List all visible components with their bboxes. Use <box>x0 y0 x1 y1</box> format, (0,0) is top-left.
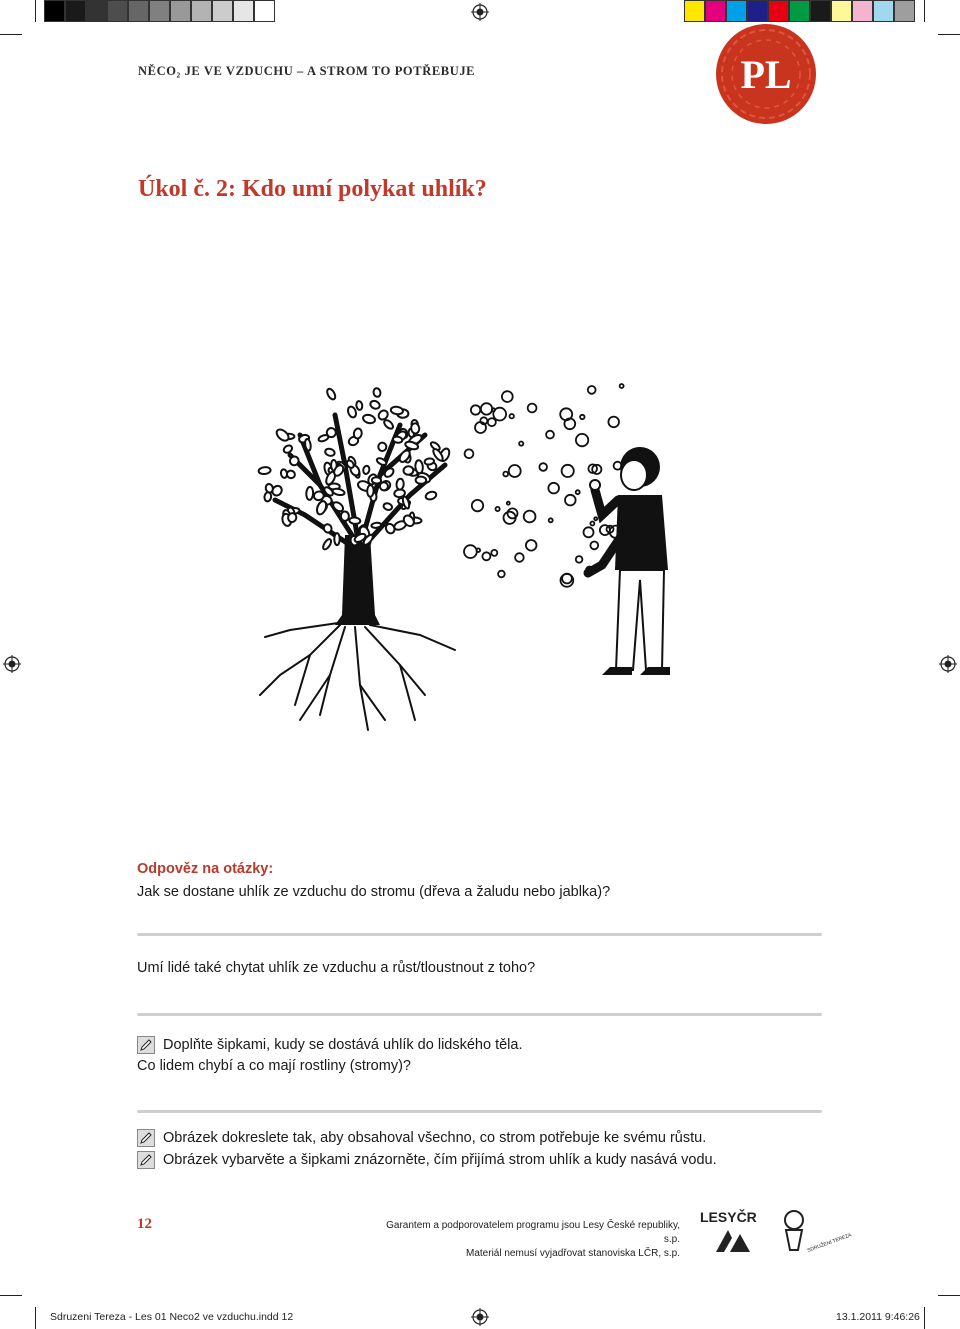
colour-swatch <box>170 0 191 22</box>
colour-swatch <box>894 0 915 22</box>
leaf <box>415 460 424 474</box>
carbon-bubble <box>464 545 477 558</box>
footer-note-line-2: Materiál nemusí vyjadřovat stanoviska LČR, s.p. <box>466 1248 680 1259</box>
leaf <box>326 387 337 400</box>
pencil-icon <box>137 1036 155 1054</box>
question-2: Umí lidé také chytat uhlík ze vzduchu a růst/tloustnout z toho? <box>137 960 536 976</box>
colour-swatch <box>810 0 831 22</box>
colour-swatch <box>747 0 768 22</box>
pencil-icon <box>137 1151 155 1169</box>
carbon-bubble <box>588 386 596 394</box>
colour-swatch <box>789 0 810 22</box>
colour-swatch <box>86 0 107 22</box>
carbon-bubble <box>488 418 496 426</box>
leaf <box>372 477 382 484</box>
crop-mark <box>0 34 22 35</box>
registration-mark-icon <box>471 3 489 21</box>
running-title: NĚCO₂ JE VE VZDUCHU – A STROM TO POTŘEBUJE <box>138 64 476 78</box>
carbon-bubble <box>546 431 554 439</box>
carbon-bubble <box>465 449 474 458</box>
crop-mark <box>924 1307 925 1329</box>
slug-filename: Sdruzeni Tereza - Les 01 Neco2 ve vzduchu.indd 12 <box>50 1311 294 1323</box>
leaf <box>332 488 345 496</box>
leaf <box>318 434 329 443</box>
carbon-bubble <box>580 415 584 419</box>
leaf <box>369 399 381 410</box>
leaf <box>415 476 426 484</box>
leaf <box>341 511 349 521</box>
leaf <box>334 533 339 545</box>
crop-mark <box>938 34 960 35</box>
pencil-icon <box>137 1129 155 1147</box>
grayscale-colour-bar <box>44 0 275 22</box>
colour-swatch <box>107 0 128 22</box>
registration-mark-icon <box>471 1308 489 1326</box>
carbon-bubble <box>620 384 624 388</box>
leaf <box>282 444 293 454</box>
carbon-bubble <box>496 507 500 511</box>
leaf <box>363 465 371 474</box>
carbon-bubble <box>562 574 572 584</box>
footer-note-line-1: Garantem a podporovatelem programu jsou Lesy České republiky, s.p. <box>386 1220 680 1245</box>
carbon-bubble <box>562 465 574 477</box>
leaf <box>313 491 324 501</box>
carbon-bubble <box>509 465 521 477</box>
carbon-bubble <box>498 571 505 578</box>
leaf <box>304 439 311 451</box>
leaf <box>275 427 291 443</box>
registration-mark-icon <box>3 655 21 673</box>
colour-swatch <box>254 0 275 22</box>
colour-swatch <box>128 0 149 22</box>
answer-line[interactable] <box>137 1013 822 1016</box>
carbon-bubble <box>503 472 508 477</box>
carbon-bubble <box>594 517 597 520</box>
carbon-bubble <box>539 463 547 471</box>
carbon-bubble <box>492 408 495 411</box>
carbon-bubble <box>526 540 537 551</box>
carbon-bubble <box>548 483 559 494</box>
carbon-bubble <box>491 550 497 556</box>
slug-timestamp: 13.1.2011 9:46:26 <box>836 1311 920 1323</box>
leaf <box>378 443 386 452</box>
carbon-bubble <box>565 495 576 506</box>
colour-swatch <box>831 0 852 22</box>
carbon-bubble <box>481 403 492 414</box>
pl-logo-text: PL <box>740 52 792 97</box>
leaf <box>411 423 420 434</box>
registration-mark-icon <box>939 655 957 673</box>
leaf <box>324 448 335 457</box>
answer-line[interactable] <box>137 1110 822 1113</box>
task-line-1 <box>137 1036 522 1054</box>
leaf <box>322 538 333 551</box>
lesy-cr-logo-icon <box>700 1208 762 1256</box>
crop-mark <box>35 1307 36 1329</box>
tereza-logo-text: SDRUŽENÍ TEREZA <box>806 1232 853 1254</box>
task-2-text: Obrázek dokreslete tak, aby obsahoval všechno, co strom potřebuje ke svému růstu. <box>163 1130 707 1146</box>
carbon-bubble <box>576 434 588 446</box>
colour-swatch <box>684 0 705 22</box>
carbon-bubble <box>502 391 513 402</box>
leaf <box>356 401 363 411</box>
colour-swatch <box>873 0 894 22</box>
carbon-bubble <box>600 525 610 535</box>
colour-swatch <box>191 0 212 22</box>
crop-mark <box>924 0 925 22</box>
leaf <box>371 522 381 528</box>
carbon-bubble <box>472 500 483 511</box>
colour-swatch <box>149 0 170 22</box>
colour-swatch <box>44 0 65 22</box>
carbon-bubble <box>576 490 580 494</box>
crop-mark <box>938 1295 960 1296</box>
carbon-bubble <box>471 405 480 414</box>
leaf <box>383 502 393 511</box>
leaf <box>258 467 271 475</box>
carbon-bubble <box>584 527 594 537</box>
carbon-bubble <box>528 404 537 413</box>
leaf <box>424 458 434 465</box>
carbon-bubble <box>608 417 619 428</box>
pl-logo-icon <box>712 22 820 126</box>
carbon-bubble <box>507 502 510 505</box>
leaf <box>367 485 374 497</box>
carbon-bubble <box>510 414 514 418</box>
carbon-bubble <box>519 442 523 446</box>
leaf <box>392 436 402 443</box>
task-title: Úkol č. 2: Kdo umí polykat uhlík? <box>138 176 487 202</box>
colour-swatch <box>233 0 254 22</box>
carbon-bubble <box>524 511 536 523</box>
leaf <box>362 414 376 425</box>
lesy-logo-text: LESYČR <box>700 1209 757 1225</box>
colour-swatch <box>65 0 86 22</box>
task-line-3 <box>137 1151 717 1169</box>
task-1-question: Co lidem chybí a co mají rostliny (stromy)? <box>137 1058 411 1074</box>
leaf <box>390 406 403 415</box>
leaf <box>286 470 296 480</box>
leaf <box>287 512 297 523</box>
leaf <box>331 500 344 513</box>
colour-swatch <box>852 0 873 22</box>
cmyk-colour-bar <box>684 0 915 22</box>
leaf <box>306 487 313 500</box>
crop-mark <box>0 1295 22 1296</box>
sdruzeni-tereza-logo-icon <box>778 1206 853 1258</box>
leaf <box>349 517 361 524</box>
carbon-bubble <box>590 542 598 550</box>
task-1-text: Doplňte šipkami, kudy se dostává uhlík do lidského těla. <box>163 1037 523 1053</box>
tree-and-boy-illustration <box>250 375 680 740</box>
leaf <box>396 478 404 490</box>
question-1: Jak se dostane uhlík ze vzduchu do stromu (dřeva a žaludu nebo jablka)? <box>137 884 611 900</box>
answer-line[interactable] <box>137 933 822 936</box>
carbon-bubble <box>549 518 553 522</box>
task-line-2 <box>137 1129 706 1147</box>
leaf <box>383 419 395 431</box>
leaf <box>315 500 328 516</box>
leaf <box>403 466 413 475</box>
carbon-bubble <box>590 522 594 526</box>
leaf <box>425 491 437 501</box>
colour-swatch <box>726 0 747 22</box>
page-number: 12 <box>137 1216 152 1232</box>
task-3-text: Obrázek vybarvěte a šipkami znázorněte, čím přijímá strom uhlík a kudy nasává vodu. <box>163 1152 717 1168</box>
colour-swatch <box>768 0 789 22</box>
carbon-bubble <box>576 556 583 563</box>
colour-swatch <box>705 0 726 22</box>
leaf <box>373 388 381 398</box>
carbon-bubble <box>515 553 524 562</box>
questions-label: Odpověz na otázky: <box>137 861 274 877</box>
carbon-bubble <box>482 552 490 560</box>
colour-swatch <box>212 0 233 22</box>
leaf <box>353 428 363 439</box>
crop-mark <box>35 0 36 22</box>
footer-note <box>380 1219 680 1261</box>
